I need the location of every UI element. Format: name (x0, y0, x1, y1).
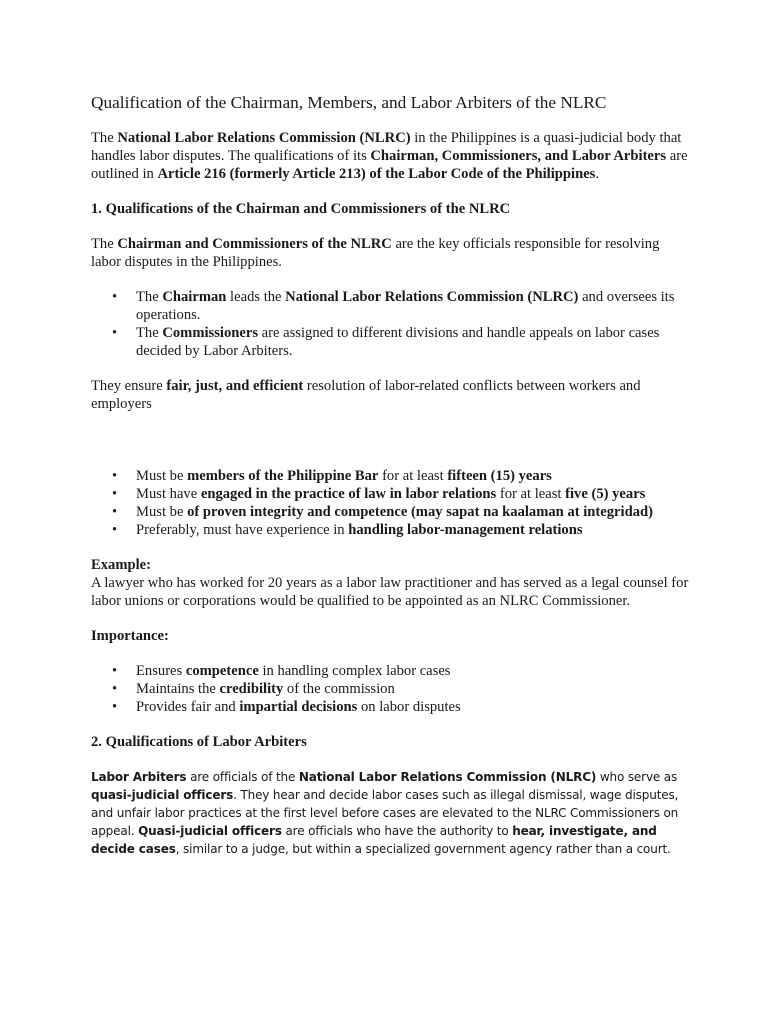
bold-text: credibility (219, 681, 284, 697)
text-run: on labor disputes (357, 699, 461, 715)
text-run: Must have (136, 486, 201, 502)
text-run: , similar to a judge, but within a specialized government agency rather than a court. (175, 842, 671, 856)
bold-text: Labor Arbiters (91, 770, 187, 784)
example-label: Example: (91, 557, 151, 573)
bold-text: quasi-judicial officers (91, 788, 234, 802)
bold-text: Quasi-judicial officers (138, 824, 282, 838)
bold-text: National Labor Relations Commission (NLRC) (117, 130, 411, 146)
list-item (136, 324, 691, 360)
text-run: . (595, 166, 600, 182)
intro-paragraph (91, 129, 691, 183)
text-run: Maintains the (136, 681, 220, 697)
text-run: Provides fair and (136, 699, 240, 715)
text-run: are outlined in (91, 148, 688, 182)
bold-text: Commissioners (162, 325, 259, 341)
labor-arbiters-paragraph (91, 768, 691, 858)
bold-text: competence (185, 663, 259, 679)
document-title: Qualification of the Chairman, Members, and Labor Arbiters of the NLRC (91, 93, 607, 112)
text-run: The (136, 289, 163, 305)
text-run: for at least (496, 486, 566, 502)
text-run: are officials of the (186, 770, 299, 784)
bold-text: hear, investigate, and decide cases (91, 824, 657, 856)
list-item (136, 467, 691, 485)
bold-text: Article 216 (formerly Article 213) of the Labor Code of the Philippines (157, 166, 596, 182)
text-run: Preferably, must have experience in (136, 522, 349, 538)
text-run: The (91, 236, 118, 252)
text-run: in handling complex labor cases (258, 663, 451, 679)
text-run: are officials who have the authority to (281, 824, 513, 838)
list-item (136, 485, 691, 503)
bold-text: members of the Philippine Bar (187, 468, 379, 484)
list-item (136, 521, 691, 539)
text-run: . They hear and decide labor cases such as illegal dismissal, wage disputes, and unfair labor practices at the first level before cases are elevated to the NLRC Commissioners on appeal. (91, 788, 679, 838)
section-2-heading: 2. Qualifications of Labor Arbiters (91, 734, 307, 750)
text-run: and oversees its operations. (136, 289, 675, 323)
blank-space (91, 413, 691, 467)
list-item (136, 288, 691, 324)
requirements-list (91, 467, 691, 539)
text-run: of the commission (283, 681, 395, 697)
importance-list (91, 662, 691, 716)
section-1-intro (91, 235, 691, 271)
list-item (136, 662, 691, 680)
bold-text: fifteen (15) years (447, 468, 552, 484)
bold-text: National Labor Relations Commission (NLRC) (285, 289, 579, 305)
bold-text: engaged in the practice of law in labor relations (200, 486, 497, 502)
importance-label: Importance: (91, 628, 169, 644)
document-body (91, 93, 691, 875)
list-item (136, 503, 691, 521)
ensure-paragraph (91, 377, 691, 413)
text-run: They ensure (91, 378, 167, 394)
text-run: are the key officials responsible for resolving labor disputes in the Philippines. (91, 236, 660, 270)
text-run: Must be (136, 504, 188, 520)
text-run: are assigned to different divisions and handle appeals on labor cases decided by Labor Arbiters. (136, 325, 660, 359)
text-run: for at least (378, 468, 448, 484)
text-run: The (136, 325, 163, 341)
bold-text: of proven integrity and competence (may sapat na kaalaman at integridad) (187, 504, 653, 520)
bold-text: fair, just, and efficient (166, 378, 304, 394)
list-item (136, 698, 691, 716)
text-run: Must be (136, 468, 188, 484)
example-text: A lawyer who has worked for 20 years as a labor law practitioner and has served as a legal counsel for labor unions or corporations would be qualified to be appointed as an NLRC Commissioner. (91, 575, 689, 609)
bold-text: Chairman, Commissioners, and Labor Arbiters (370, 148, 667, 164)
bold-text: impartial decisions (239, 699, 358, 715)
roles-list (91, 288, 691, 360)
bold-text: National Labor Relations Commission (NLRC) (298, 770, 597, 784)
bold-text: Chairman and Commissioners of the NLRC (117, 236, 392, 252)
text-run: who serve as (596, 770, 678, 784)
list-item (136, 680, 691, 698)
text-run: Ensures (136, 663, 186, 679)
text-run: in the Philippines is a quasi-judicial body that handles labor disputes. The qualifications of its (91, 130, 682, 164)
bold-text: five (5) years (565, 486, 646, 502)
section-1-heading: 1. Qualifications of the Chairman and Commissioners of the NLRC (91, 201, 511, 217)
text-run: resolution of labor-related conflicts between workers and employers (91, 378, 641, 412)
bold-text: handling labor-management relations (348, 522, 583, 538)
bold-text: Chairman (162, 289, 227, 305)
text-run: The (91, 130, 118, 146)
text-run: leads the (226, 289, 286, 305)
